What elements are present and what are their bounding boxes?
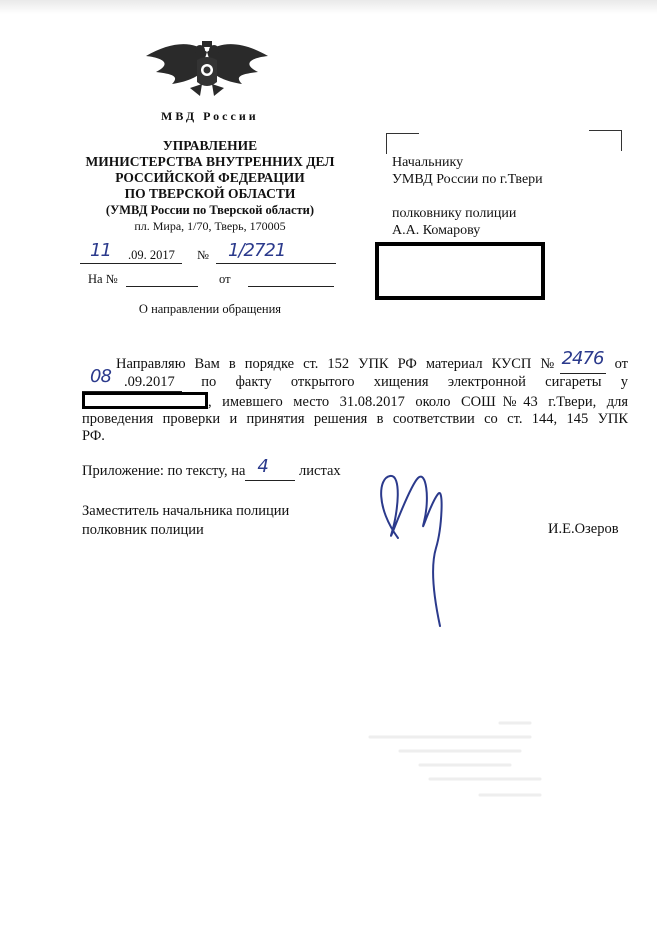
addressee-block xyxy=(392,154,543,239)
addressee-line: А.А. Комарову xyxy=(392,223,481,238)
body-line-5: РФ. xyxy=(82,428,105,444)
attachment-line: Приложение: по тексту, на 4 листах xyxy=(82,456,341,479)
inline-redaction xyxy=(82,392,208,409)
reference-from-label: от xyxy=(219,272,231,286)
registration-line xyxy=(80,240,338,266)
date-day-underline xyxy=(82,366,182,392)
kusp-number-underline xyxy=(560,348,606,374)
date-underline xyxy=(80,263,182,264)
attachment-count-underline xyxy=(245,456,295,481)
reference-label: На № xyxy=(88,272,118,286)
reference-line xyxy=(88,272,338,292)
handwritten-date-day: 08 xyxy=(90,366,111,387)
org-line: (УМВД России по Тверской области) xyxy=(105,203,315,217)
addressee-line: УМВД России по г.Твери xyxy=(392,172,543,187)
addressee-corner-right xyxy=(589,130,622,151)
eagle-emblem-icon xyxy=(142,38,272,100)
show-through-text xyxy=(360,715,560,815)
handwritten-kusp-number: 2476 xyxy=(561,348,604,369)
signer-block xyxy=(82,502,289,540)
org-line: УПРАВЛЕНИЕ xyxy=(162,138,258,153)
org-line: РОССИЙСКОЙ ФЕДЕРАЦИИ xyxy=(115,170,305,185)
body-date: .09.2017 xyxy=(124,374,175,390)
org-line: ПО ТВЕРСКОЙ ОБЛАСТИ xyxy=(124,186,296,201)
reference-date-underline xyxy=(248,286,334,287)
organization-block xyxy=(70,138,350,218)
scan-edge-shadow xyxy=(0,0,657,14)
handwritten-sheet-count: 4 xyxy=(257,456,268,477)
org-line: МИНИСТЕРСТВА ВНУТРЕННИХ ДЕЛ xyxy=(85,154,335,169)
registration-number-label: № xyxy=(197,248,209,262)
addressee-line: полковнику полиции xyxy=(392,206,517,221)
signer-position: Заместитель начальника полиции xyxy=(82,503,290,519)
addressee-corner-left xyxy=(386,133,419,154)
signer-name: И.Е.Озеров xyxy=(548,521,619,537)
body-line-4: проведения проверки и принятия решения в соответствии со ст. 144, 145 УПК xyxy=(82,411,628,427)
addressee-line xyxy=(392,188,543,205)
document-subject: О направлении обращения xyxy=(138,302,282,316)
registration-date: .09. 2017 xyxy=(128,248,175,262)
reference-underline xyxy=(126,286,198,287)
handwritten-number: 1/2721 xyxy=(228,240,286,261)
body-paragraph xyxy=(82,348,629,445)
handwritten-day: 11 xyxy=(90,240,111,261)
org-address: пл. Мира, 1/70, Тверь, 170005 xyxy=(134,219,286,233)
redaction-box xyxy=(375,242,545,300)
body-line-1: Направляю Вам в порядке ст. 152 УПК РФ материал КУСП № 2476 от xyxy=(116,348,629,372)
handwritten-signature xyxy=(368,468,458,628)
body-line-2: 08 .09.2017 по факту открытого хищения электронной сигареты у xyxy=(82,374,628,392)
body-line-3: , имевшего место 31.08.2017 около СОШ№43 г.Твери, для xyxy=(82,392,628,411)
ministry-name: МВД России xyxy=(161,109,259,123)
addressee-line: Начальнику xyxy=(392,155,464,170)
signer-rank: полковник полиции xyxy=(82,522,204,538)
number-underline xyxy=(216,263,336,264)
